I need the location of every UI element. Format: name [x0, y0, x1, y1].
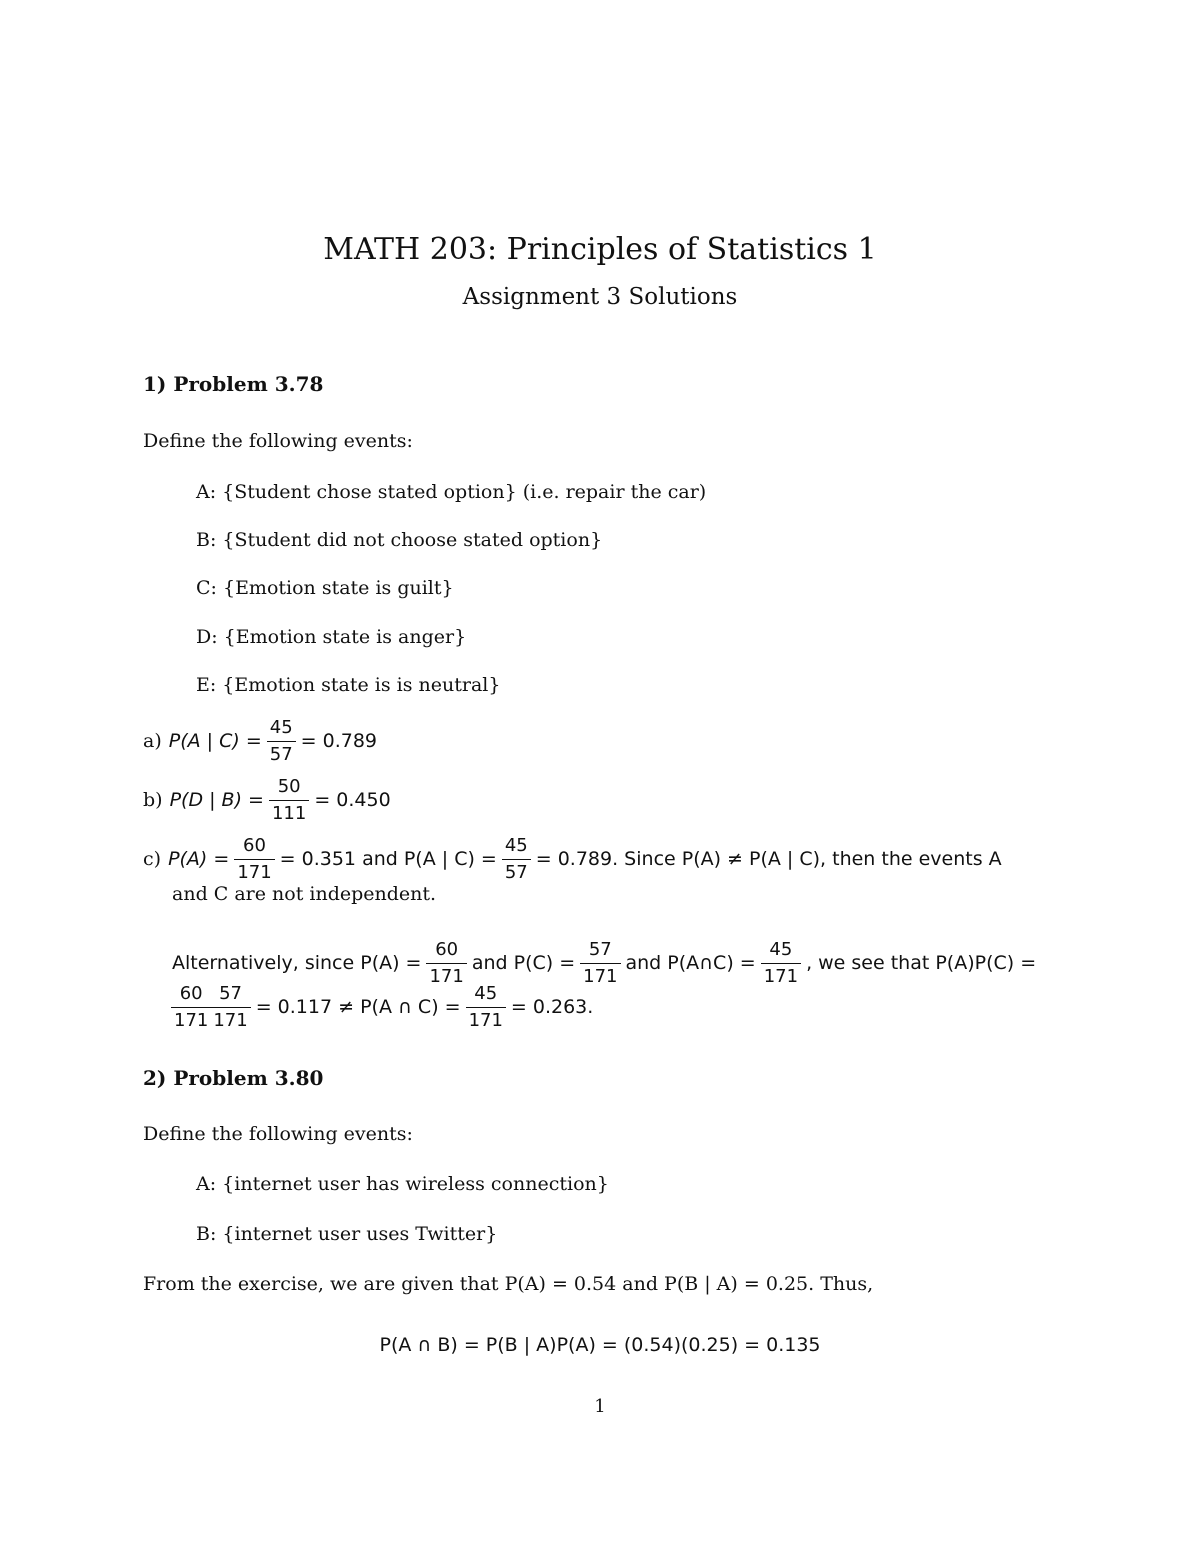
alternative-text-1: Alternatively, since P(A) = — [172, 952, 422, 974]
answer-a-label: a) — [143, 730, 162, 752]
answer-c-fraction-2 — [502, 835, 531, 884]
fraction-denominator: 111 — [269, 800, 309, 825]
alternative-fraction-5 — [210, 983, 250, 1032]
answer-b-lhs: P(D | B) = — [169, 789, 264, 811]
answer-b-label: b) — [143, 789, 163, 811]
alternative-fraction-1 — [426, 939, 466, 988]
fraction-denominator: 171 — [171, 1007, 211, 1032]
answer-b-fraction — [269, 776, 309, 825]
alternative-fraction-3 — [761, 939, 801, 988]
problem-2-result: P(A ∩ B) = P(B | A)P(A) = (0.54)(0.25) = 0.135 — [379, 1334, 821, 1356]
alternative-text-6: = 0.263. — [510, 996, 594, 1018]
fraction-denominator: 171 — [761, 963, 801, 988]
alternative-line-1 — [172, 938, 1036, 988]
event-c: C: {Emotion state is guilt} — [196, 577, 454, 599]
fraction-denominator: 171 — [466, 1007, 506, 1032]
fraction-denominator: 171 — [234, 859, 274, 884]
event-d: D: {Emotion state is anger} — [196, 626, 467, 648]
fraction-numerator: 57 — [219, 982, 242, 1004]
problem-1-heading: 1) Problem 3.78 — [143, 372, 324, 396]
answer-b-rhs: = 0.450 — [314, 789, 391, 811]
alternative-text-4: , we see that P(A)P(C) = — [806, 952, 1037, 974]
alternative-text-5: = 0.117 ≠ P(A ∩ C) = — [255, 996, 461, 1018]
event-a-2: A: {internet user has wireless connection} — [196, 1173, 609, 1195]
answer-c-mid: = 0.351 and P(A | C) = — [279, 848, 497, 870]
problem-2-intro: Define the following events: — [143, 1123, 413, 1145]
fraction-denominator: 171 — [426, 963, 466, 988]
event-a: A: {Student chose stated option} (i.e. repair the car) — [196, 481, 707, 503]
document-subtitle: Assignment 3 Solutions — [462, 284, 738, 310]
answer-c-conclusion: and C are not independent. — [172, 883, 437, 905]
alternative-fraction-2 — [580, 939, 620, 988]
fraction-numerator: 60 — [243, 834, 266, 856]
fraction-denominator: 171 — [580, 963, 620, 988]
fraction-numerator: 45 — [769, 938, 793, 960]
document-title: MATH 203: Principles of Statistics 1 — [323, 232, 877, 267]
alternative-text-3: and P(A∩C) = — [625, 952, 756, 974]
fraction-numerator: 60 — [435, 938, 459, 960]
answer-a — [143, 716, 377, 766]
answer-c-label: c) — [143, 848, 162, 870]
event-b-2: B: {internet user uses Twitter} — [196, 1223, 498, 1245]
fraction-denominator: 57 — [267, 741, 296, 766]
answer-c-lhs: P(A) = — [168, 848, 230, 870]
fraction-numerator: 50 — [277, 775, 301, 797]
event-b: B: {Student did not choose stated option} — [196, 529, 603, 551]
alternative-text-2: and P(C) = — [471, 952, 576, 974]
alternative-fraction-4 — [171, 983, 211, 1032]
problem-1-intro: Define the following events: — [143, 430, 413, 452]
alternative-fraction-6 — [466, 983, 506, 1032]
fraction-numerator: 57 — [588, 938, 612, 960]
alternative-line-2 — [166, 982, 593, 1032]
answer-a-rhs: = 0.789 — [300, 730, 378, 752]
fraction-numerator: 60 — [179, 982, 203, 1004]
problem-2-given: From the exercise, we are given that P(A) = 0.54 and P(B | A) = 0.25. Thus, — [143, 1273, 874, 1295]
fraction-numerator: 45 — [504, 834, 528, 856]
event-e: E: {Emotion state is is neutral} — [196, 674, 501, 696]
fraction-denominator: 57 — [502, 859, 531, 884]
fraction-numerator: 45 — [269, 716, 293, 738]
answer-c — [143, 834, 1002, 884]
answer-c-rest: = 0.789. Since P(A) ≠ P(A | C), then the events A — [535, 848, 1002, 870]
answer-a-fraction — [267, 717, 296, 766]
answer-c-fraction-1 — [234, 835, 274, 884]
problem-2-heading: 2) Problem 3.80 — [143, 1066, 324, 1090]
answer-b — [143, 775, 391, 825]
fraction-denominator: 171 — [210, 1007, 250, 1032]
fraction-numerator: 45 — [474, 982, 498, 1004]
page-number: 1 — [594, 1396, 606, 1417]
answer-a-lhs: P(A | C) = — [168, 730, 262, 752]
